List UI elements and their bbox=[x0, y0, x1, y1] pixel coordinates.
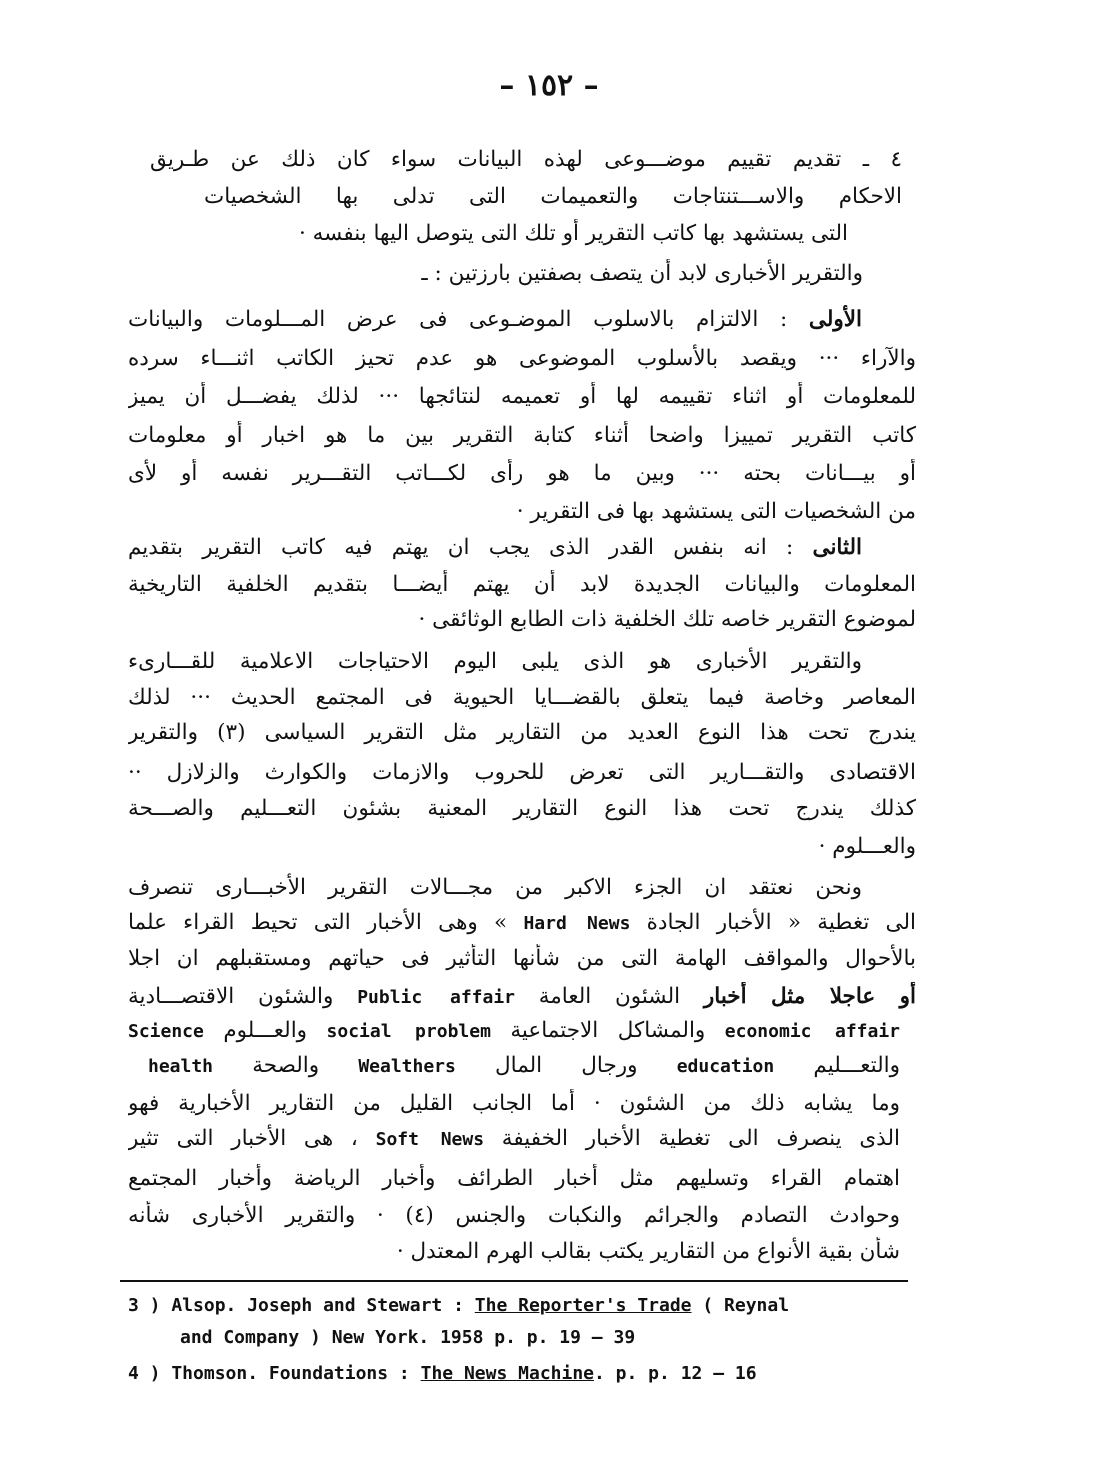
hard-news-line-4-a: الشئون العامة bbox=[515, 984, 704, 1009]
economic-affair-term: economic affair bbox=[724, 1021, 900, 1042]
second-line-1-text: : انه بنفس القدر الذى يجب ان يهتم فيه كاتب التقرير بتقديم bbox=[128, 535, 813, 560]
soft-news-line-1: وما يشابه ذلك من الشئون · أما الجانب القليل من التقارير الأخبارية فهو bbox=[128, 1091, 900, 1116]
hard-news-line-5-b: والعـــلوم bbox=[203, 1018, 327, 1043]
news-report-line-6: والعـــلوم · bbox=[818, 834, 916, 859]
news-report-line-2: المعاصر وخاصة فيما يتعلق بالقضـــايا الحيوية فى المجتمع الحديث ··· لذلك bbox=[128, 685, 916, 710]
soft-news-term: Soft News bbox=[375, 1129, 485, 1150]
item4-line-1: ٤ ـ تقديم تقييم موضـــوعى لهذه البيانات سواء كان ذلك عن طـريق bbox=[150, 147, 902, 172]
footnote-4-suffix: . p. p. 12 — 16 bbox=[594, 1363, 757, 1384]
hard-news-line-2-b: » وهى الأخبار التى تحيط القراء علما bbox=[128, 910, 524, 935]
footnote-4-title: The News Machine bbox=[420, 1363, 594, 1384]
footnote-4 bbox=[128, 1361, 757, 1387]
second-line-1 bbox=[128, 533, 862, 563]
soft-news-line-5: شأن بقية الأنواع من التقارير يكتب بقالب الهرم المعتدل · bbox=[396, 1239, 900, 1264]
footnote-rule bbox=[120, 1280, 908, 1282]
footnote-4-prefix: 4 ) Thomson. Foundations : bbox=[128, 1363, 421, 1384]
hard-news-line-4-lead: أو عاجلا مثل أخبار bbox=[703, 984, 916, 1009]
hard-news-term: Hard News bbox=[523, 913, 631, 934]
footnote-3-line-2: and Company ) New York. 1958 p. p. 19 — 39 bbox=[180, 1327, 636, 1348]
first-line-5: أو بيـــانات بحته ··· وبين ما هو رأى لكـــاتب التقـــرير نفسه أو لأى bbox=[128, 461, 916, 486]
first-line-1 bbox=[128, 305, 862, 335]
second-line-3: لموضوع التقرير خاصه تلك الخلفية ذات الطابع الوثائقى · bbox=[418, 607, 916, 632]
first-line-4: كاتب التقرير تمييزا واضحا أثناء كتابة التقرير بين ما هو اخبار أو معلومات bbox=[128, 423, 916, 448]
news-report-line-3: يندرج تحت هذا النوع العديد من التقارير مثل التقرير السياسى (٣) والتقرير bbox=[128, 720, 916, 745]
soft-news-line-2-a: الذى ينصرف الى تغطية الأخبار الخفيفة bbox=[484, 1126, 900, 1151]
news-report-line-4: الاقتصادى والتقـــارير التى تعرض للحروب والازمات والكوارث والزلازل ·· bbox=[128, 760, 916, 785]
news-report-line-1: والتقرير الأخبارى هو الذى يلبى اليوم الاحتياجات الاعلامية للقـــارىء bbox=[128, 649, 862, 674]
second-lead: الثانى bbox=[812, 535, 862, 560]
hard-news-line-5 bbox=[128, 1016, 900, 1047]
intro-line: والتقرير الأخبارى لابد أن يتصف بصفتين بارزتين : ـ bbox=[421, 261, 863, 286]
footnote-3-title: The Reporter's Trade bbox=[474, 1295, 692, 1316]
soft-news-line-3: اهتمام القراء وتسليهم مثل أخبار الطرائف وأخبار الرياضة وأخبار المجتمع bbox=[128, 1166, 900, 1191]
footnote-3-line-1 bbox=[128, 1293, 789, 1319]
soft-news-line-2 bbox=[128, 1124, 900, 1155]
item4-line-3: التى يستشهد بها كاتب التقرير أو تلك التى يتوصل اليها بنفسه · bbox=[298, 221, 848, 246]
health-term: health bbox=[148, 1056, 214, 1077]
hard-news-line-4 bbox=[128, 982, 916, 1013]
hard-news-line-3: بالأحوال والمواقف الهامة التى من شأنها التأثير فى حياتهم ومستقبلهم ان اجلا bbox=[128, 946, 916, 971]
soft-news-line-2-b: ، هى الأخبار التى تثير bbox=[128, 1126, 376, 1151]
hard-news-line-2 bbox=[128, 908, 916, 939]
first-lead: الأولى bbox=[808, 307, 862, 332]
second-line-2: المعلومات والبيانات الجديدة لابد أن يهتم أيضـــا بتقديم الخلفية التاريخية bbox=[128, 572, 916, 597]
hard-news-line-6-b: ورجال المال bbox=[455, 1053, 677, 1078]
education-term: education bbox=[676, 1056, 775, 1077]
hard-news-line-4-b: والشئون الاقتصـــادية bbox=[128, 984, 358, 1009]
wealthers-term: Wealthers bbox=[358, 1056, 456, 1077]
hard-news-line-6-c: والصحة bbox=[213, 1053, 359, 1078]
footnote-3-prefix: 3 ) Alsop. Joseph and Stewart : bbox=[128, 1295, 475, 1316]
first-line-6: من الشخصيات التى يستشهد بها فى التقرير · bbox=[516, 499, 916, 524]
hard-news-line-2-a: الى تغطية « الأخبار الجادة bbox=[630, 910, 916, 935]
news-report-line-5: كذلك يندرج تحت هذا النوع التقارير المعنية بشئون التعـــليم والصـــحة bbox=[128, 796, 916, 821]
social-problem-term: social problem bbox=[326, 1021, 491, 1042]
first-line-1-text: : الالتزام بالاسلوب الموضـوعى فى عرض المـــلومات والبيانات bbox=[128, 307, 809, 332]
hard-news-line-1: ونحن نعتقد ان الجزء الاكبر من مجـــالات التقرير الأخبـــارى تنصرف bbox=[128, 875, 862, 900]
hard-news-line-5-a: والمشاكل الاجتماعية bbox=[490, 1018, 725, 1043]
hard-news-line-6 bbox=[148, 1051, 900, 1082]
footnote-3-suffix: ( Reynal bbox=[691, 1295, 790, 1316]
public-affair-term: Public affair bbox=[357, 987, 515, 1008]
science-term: Science bbox=[128, 1021, 204, 1042]
hard-news-line-6-a: والتعـــليم bbox=[774, 1053, 900, 1078]
item4-line-2-text: الاحكام والاســـتنتاجات والتعميمات التى تدلى بها الشخصيات bbox=[204, 184, 902, 209]
soft-news-line-4: وحوادث التصادم والجرائم والنكبات والجنس (٤) · والتقرير الأخبارى شأنه bbox=[128, 1203, 900, 1228]
first-line-2: والآراء ··· ويقصد بالأسلوب الموضوعى هو عدم تحيز الكاتب اثنـــاء سرده bbox=[128, 346, 916, 371]
page-number: – ١٥٢ – bbox=[499, 68, 599, 103]
item4-line-2 bbox=[150, 182, 902, 212]
first-line-3: للمعلومات أو اثناء تقييمه لها أو تعميمه لنتائجها ··· لذلك يفضـــل أن يميز bbox=[128, 384, 916, 409]
